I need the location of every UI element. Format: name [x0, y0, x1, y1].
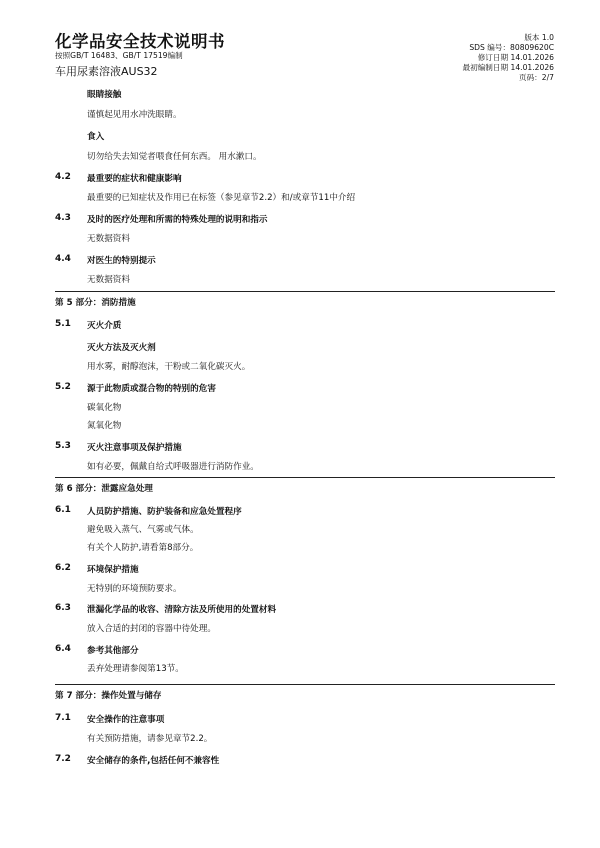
document-metadata	[463, 33, 554, 83]
version-label: 版本 1.0	[524, 33, 554, 42]
ingestion-text: 切勿给失去知觉者喂食任何东西。 用水漱口。	[87, 152, 262, 162]
section-text: 有关预防措施，请参见章节2.2。	[87, 734, 213, 744]
subsection-heading: 灭火方法及灭火剂	[87, 343, 156, 353]
section-heading: 参考其他部分	[87, 646, 139, 656]
section-heading: 环境保护措施	[87, 565, 139, 575]
standards-reference: 按照GB/T 16483、GB/T 17519编制	[55, 51, 183, 60]
section-heading: 泄漏化学品的收容、清除方法及所使用的处置材料	[87, 605, 277, 615]
section-text: 无数据资料	[87, 275, 130, 285]
section-text: 氮氧化物	[87, 421, 122, 431]
revision-date: 修订日期 14.01.2026	[477, 53, 554, 62]
section-text: 如有必要，佩戴自给式呼吸器进行消防作业。	[87, 462, 259, 472]
section-text: 用水雾，耐醇泡沫，干粉或二氧化碳灭火。	[87, 362, 251, 372]
part-5-heading: 第 5 部分：消防措施	[55, 291, 555, 308]
document-title: 化学品安全技术说明书	[55, 32, 225, 51]
section-text: 最重要的已知症状及作用已在标签（参见章节2.2）和/或章节11中介绍	[87, 193, 356, 203]
section-heading: 人员防护措施、防护装备和应急处置程序	[87, 507, 242, 517]
section-text: 碳氧化物	[87, 403, 122, 413]
section-heading: 灭火注意事项及保护措施	[87, 443, 182, 453]
section-text: 放入合适的封闭的容器中待处理。	[87, 624, 216, 634]
eye-contact-text: 谨慎起见用水冲洗眼睛。	[87, 110, 182, 120]
product-name: 车用尿素溶液AUS32	[55, 65, 158, 78]
section-number: 7.1	[55, 713, 71, 723]
section-text: 丢弃处理请参阅第13节。	[87, 664, 184, 674]
sds-number: SDS 编号：80809620C	[469, 43, 554, 52]
ingestion-heading: 食入	[87, 132, 105, 142]
section-number: 6.1	[55, 505, 71, 515]
section-number: 5.1	[55, 319, 71, 329]
section-number: 4.2	[55, 172, 71, 182]
first-edition-date: 最初编制日期 14.01.2026	[462, 63, 554, 72]
eye-contact-heading: 眼睛接触	[87, 90, 122, 100]
section-text: 无特别的环境预防要求。	[87, 584, 182, 594]
section-number: 4.4	[55, 254, 71, 264]
section-number: 6.3	[55, 603, 71, 613]
section-number: 5.2	[55, 382, 71, 392]
section-number: 5.3	[55, 441, 71, 451]
section-heading: 最重要的症状和健康影响	[87, 174, 182, 184]
part-7-heading: 第 7 部分：操作处置与储存	[55, 684, 555, 701]
section-text: 避免吸入蒸气、气雾或气体。	[87, 525, 199, 535]
section-number: 4.3	[55, 213, 71, 223]
section-text: 无数据资料	[87, 234, 130, 244]
section-heading: 对医生的特别提示	[87, 256, 156, 266]
section-heading: 灭火介质	[87, 321, 122, 331]
section-heading: 源于此物质或混合物的特别的危害	[87, 384, 216, 394]
section-number: 7.2	[55, 754, 71, 764]
part-6-heading: 第 6 部分：泄露应急处理	[55, 477, 555, 494]
section-heading: 及时的医疗处理和所需的特殊处理的说明和指示	[87, 215, 268, 225]
page-number: 页码：2/7	[518, 73, 554, 82]
section-number: 6.4	[55, 644, 71, 654]
section-heading: 安全储存的条件,包括任何不兼容性	[87, 756, 220, 766]
section-heading: 安全操作的注意事项	[87, 715, 165, 725]
section-text: 有关个人防护,请看第8部分。	[87, 543, 199, 553]
section-number: 6.2	[55, 563, 71, 573]
